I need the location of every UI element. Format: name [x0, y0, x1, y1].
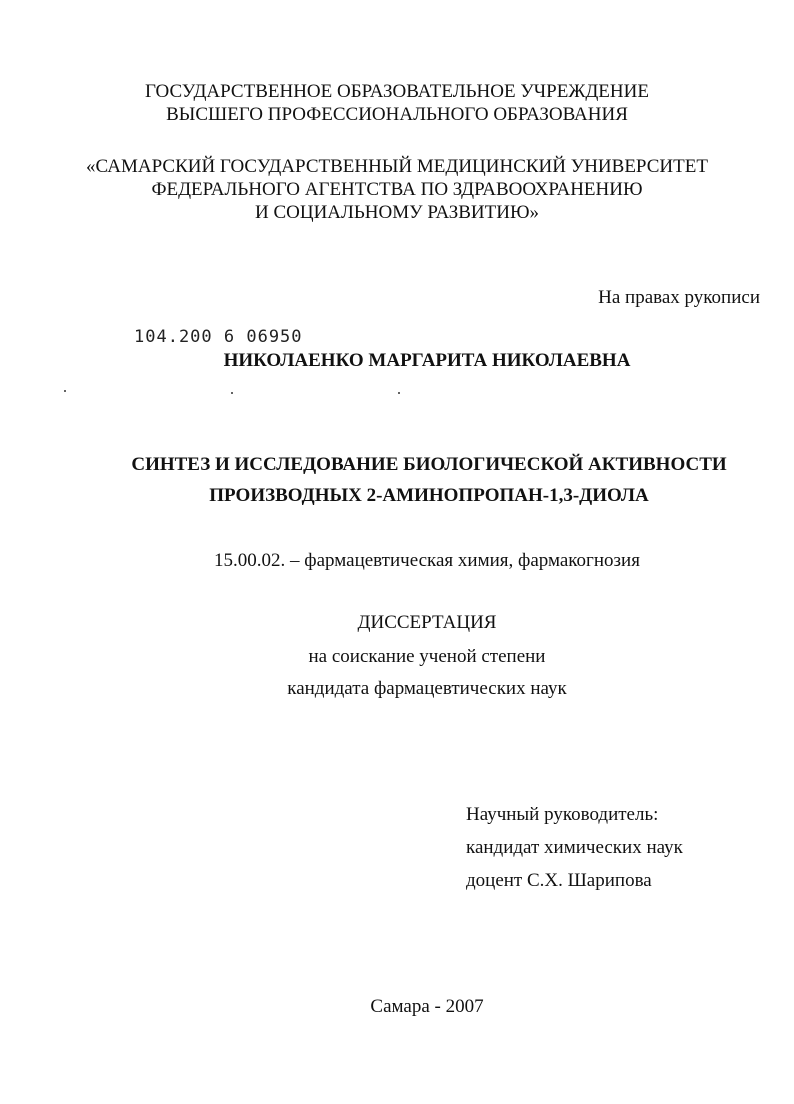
dissertation-title-line-2: ПРОИЗВОДНЫХ 2-АМИНОПРОПАН-1,3-ДИОЛА	[209, 485, 649, 506]
scan-speck	[398, 392, 400, 394]
supervisor-degree: кандидат химических наук	[466, 837, 683, 858]
institution-line-2: ВЫСШЕГО ПРОФЕССИОНАЛЬНОГО ОБРАЗОВАНИЯ	[166, 104, 628, 125]
degree-line-1: на соискание ученой степени	[308, 646, 546, 667]
dissertation-title-line-1: СИНТЕЗ И ИССЛЕДОВАНИЕ БИОЛОГИЧЕСКОЙ АКТИВНОСТИ	[131, 454, 727, 475]
university-line-2: ФЕДЕРАЛЬНОГО АГЕНТСТВА ПО ЗДРАВООХРАНЕНИЮ	[151, 179, 643, 200]
specialty-code: 15.00.02. – фармацевтическая химия, фармакогнозия	[214, 550, 640, 571]
university-line-3: И СОЦИАЛЬНОМУ РАЗВИТИЮ»	[254, 202, 540, 223]
author-name: НИКОЛАЕНКО МАРГАРИТА НИКОЛАЕВНА	[223, 350, 631, 371]
catalog-stamp: 104.200 6 06950	[134, 327, 303, 347]
supervisor-label: Научный руководитель:	[466, 804, 659, 825]
degree-line-2: кандидата фармацевтических наук	[287, 678, 567, 699]
scan-speck	[231, 392, 233, 394]
supervisor-name: доцент С.Х. Шарипова	[466, 870, 652, 891]
university-line-1: «САМАРСКИЙ ГОСУДАРСТВЕННЫЙ МЕДИЦИНСКИЙ УНИВЕРСИТЕТ	[86, 156, 708, 177]
manuscript-note: На правах рукописи	[598, 287, 760, 308]
place-and-year: Самара - 2007	[370, 996, 484, 1017]
institution-line-1: ГОСУДАРСТВЕННОЕ ОБРАЗОВАТЕЛЬНОЕ УЧРЕЖДЕНИЕ	[145, 81, 649, 102]
scan-speck	[64, 390, 66, 392]
document-type: ДИССЕРТАЦИЯ	[357, 612, 497, 633]
